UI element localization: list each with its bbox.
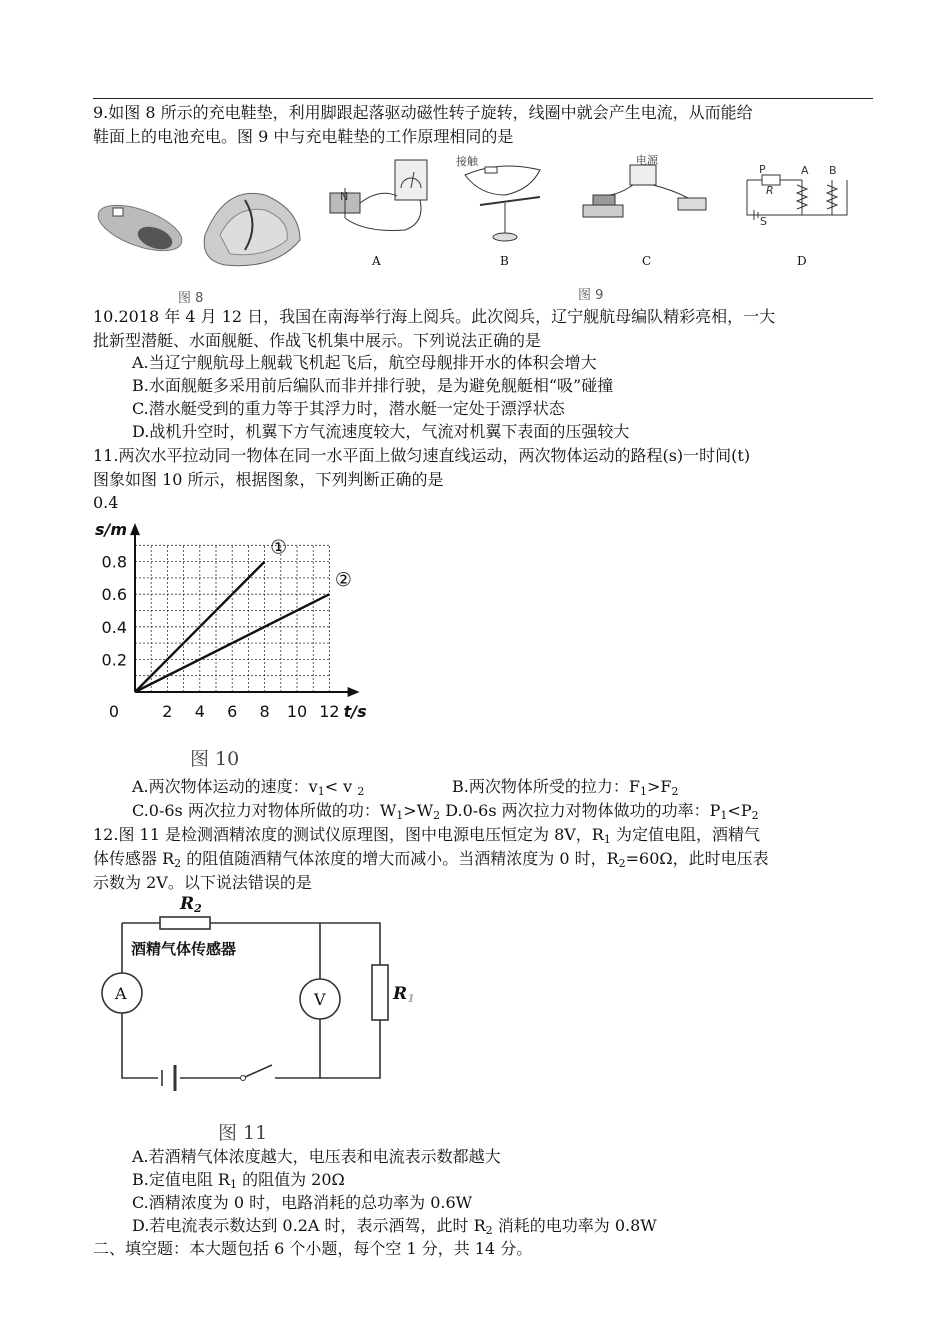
y-tick-label: 0.8 [101, 552, 127, 572]
q10-option-a: A.当辽宁舰航母上舰载飞机起飞后，航空母舰排开水的体积会增大 [132, 353, 597, 372]
q12-line1: 12.图 11 是检测酒精浓度的测试仪原理图，图中电源电压恒定为 8V，$R_1$ 为定值电阻，酒精气 [93, 825, 760, 846]
switch-blade [245, 1065, 272, 1077]
series-line-1 [135, 562, 265, 692]
q9-line2: 鞋面上的电池充电。图 9 中与充电鞋垫的工作原理相同的是 [93, 127, 514, 146]
fig9-caption: 图 9 [578, 288, 604, 303]
q12-option-d: D.若电流表示数达到 0.2A 时，表示酒驾，此时 $R_2$ 消耗的电功率为 0.8W [132, 1216, 657, 1237]
fig9-option-a: A [372, 254, 381, 268]
r1-resistor [372, 965, 388, 1020]
figure-8-insoles [95, 180, 310, 280]
fig9d-label-r: R [766, 184, 774, 197]
q11-line1: 11.两次水平拉动同一物体在同一水平面上做匀速直线运动，两次物体运动的路程(s)一时间(t) [93, 446, 751, 465]
y-tick-label: 0.6 [101, 585, 127, 605]
q11-option-b: B.两次物体所受的拉力：$F_1>F_2$ [452, 777, 679, 798]
y-axis-label: s/m [94, 520, 127, 540]
q11-stray-number: 0.4 [93, 493, 119, 512]
circuit-r2-label: $R_2$ [180, 894, 202, 915]
figure-11-circuit [100, 895, 410, 1095]
x-axis-label: t/s [343, 702, 367, 721]
series-label-2: ② [334, 569, 352, 592]
x-tick-label: 2 [162, 702, 173, 721]
y-axis-arrow [130, 523, 140, 535]
fig9d-label-a: A [801, 164, 809, 177]
q11-option-a: A.两次物体运动的速度：$v_1< v$ $_2$ [132, 777, 365, 798]
q10-option-d: D.战机升空时，机翼下方气流速度较大，气流对机翼下表面的压强较大 [132, 422, 630, 441]
fig9-option-c: C [642, 254, 652, 268]
q11-line2: 图象如图 10 所示，根据图象，下列判断正确的是 [93, 470, 444, 489]
header-rule [93, 98, 873, 99]
q12-option-c: C.酒精浓度为 0 时，电路消耗的总功率为 0.6W [132, 1193, 473, 1212]
x-tick-label: 4 [194, 702, 205, 721]
q12-option-a: A.若酒精气体浓度越大，电压表和电流表示数都越大 [132, 1147, 501, 1166]
x-tick-label: 12 [319, 702, 340, 721]
y-tick-label: 0.2 [101, 650, 127, 670]
circuit-ammeter-label: A [115, 984, 127, 1003]
y-tick-label: 0.4 [101, 617, 127, 637]
r2-resistor [160, 917, 210, 929]
x-tick-label: 6 [227, 702, 238, 721]
x-axis-arrow [348, 687, 360, 697]
x-tick-label: 8 [259, 702, 270, 721]
q10-option-b: B.水面舰艇多采用前后编队而非并排行驶，是为避免舰艇相“吸”碰撞 [132, 376, 614, 395]
q12-option-b: B.定值电阻 $R_1$ 的阻值为 20Ω [132, 1170, 345, 1191]
q12-line2: 体传感器 $R_2$ 的阻值随酒精气体浓度的增大而减小。当酒精浓度为 0 时，$R_2=60\Omega$，此时电压表 [93, 849, 769, 870]
circuit-voltmeter-label: V [314, 990, 326, 1009]
fig9c-label: 电源 [636, 154, 658, 167]
series-label-1: ① [270, 536, 288, 559]
section-2-heading: 二、填空题：本大题包括 6 个小题，每个空 1 分，共 14 分。 [93, 1239, 533, 1258]
circuit-sensor-label: 酒精气体传感器 [131, 940, 237, 958]
fig9-option-d: D [797, 254, 807, 268]
fig9a-pole-n: N [340, 190, 349, 203]
fig9d-label-s: S [760, 215, 767, 228]
q9-line1: 9.如图 8 所示的充电鞋垫，利用脚跟起落驱动磁性转子旋转，线圈中就会产生电流，从而能给 [93, 103, 753, 122]
fig9d-label-p: P [759, 163, 766, 176]
origin-label: 0 [108, 702, 119, 721]
fig10-caption: 图 10 [190, 748, 240, 770]
q10-line1: 10.2018 年 4 月 12 日，我国在南海举行海上阅兵。此次阅兵，辽宁舰航母编队精彩亮相，一大 [93, 307, 776, 326]
q10-option-c: C.潜水艇受到的重力等于其浮力时，潜水艇一定处于漂浮状态 [132, 399, 565, 418]
figure-10-st-chart [95, 512, 365, 727]
q11-option-c-d: C.0-6s 两次拉力对物体所做的功：$W_1>W_2$ D.0-6s 两次拉力对物体做功的功率：$P_1<P_2$ [132, 801, 759, 822]
fig9d-label-b: B [829, 164, 837, 177]
q12-line3: 示数为 2V。以下说法错误的是 [93, 873, 312, 892]
x-tick-label: 10 [286, 702, 308, 721]
q10-line2: 批新型潜艇、水面舰艇、作战飞机集中展示。下列说法正确的是 [93, 331, 542, 350]
circuit-r1-label: $R_1$ [393, 984, 415, 1005]
fig9-option-b: B [500, 254, 509, 268]
fig9b-label: 接触 [456, 155, 478, 168]
fig11-caption: 图 11 [218, 1122, 268, 1144]
figure-9c-motor-circuit [578, 160, 718, 230]
fig8-caption: 图 8 [178, 291, 204, 306]
